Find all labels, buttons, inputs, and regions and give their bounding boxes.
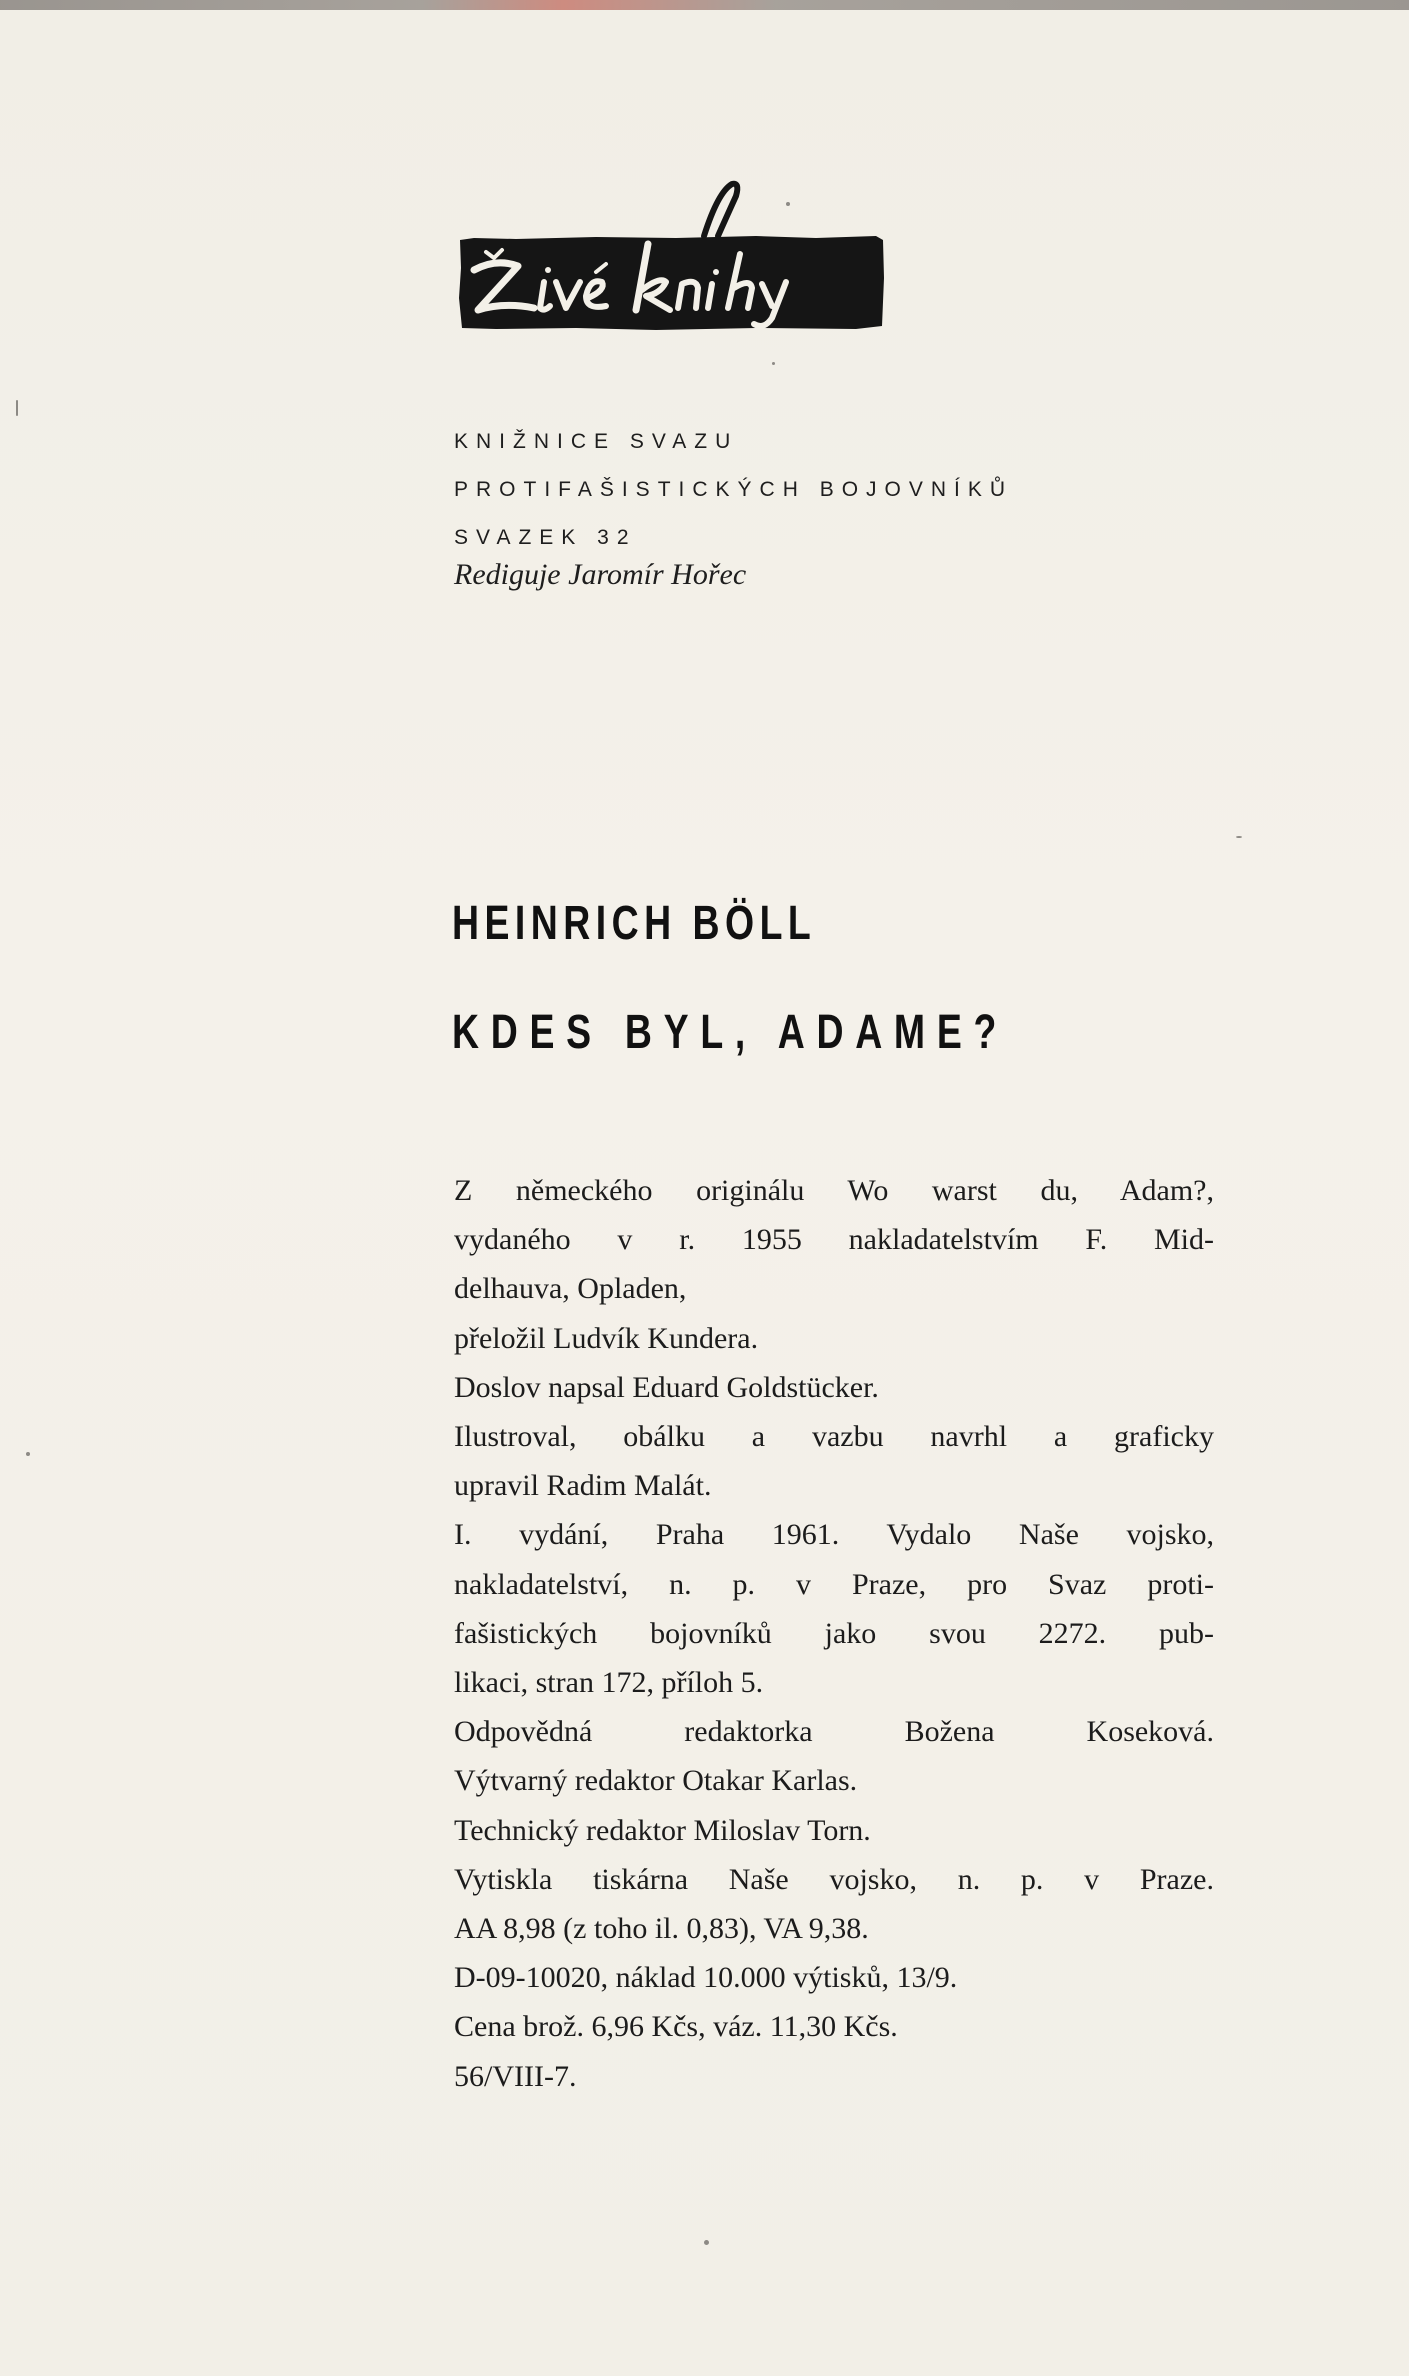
series-block bbox=[454, 418, 1013, 562]
colophon-line: upravil Radim Malát. bbox=[454, 1469, 712, 1503]
colophon-line: Vytiskla tiskárna Naše vojsko, n. p. v Praze. bbox=[454, 1862, 1214, 1896]
paper-speck bbox=[26, 1452, 30, 1456]
book-author: HEINRICH BÖLL bbox=[452, 897, 817, 950]
colophon-line: likaci, stran 172, příloh 5. bbox=[454, 1666, 764, 1700]
series-line-association: PROTIFAŠISTICKÝCH BOJOVNÍKŮ bbox=[454, 478, 1014, 501]
colophon-line: přeložil Ludvík Kundera. bbox=[454, 1321, 759, 1355]
series-line-library: KNIŽNICE SVAZU bbox=[454, 430, 739, 453]
colophon-line: Cena brož. 6,96 Kčs, váz. 11,30 Kčs. bbox=[454, 2010, 898, 2044]
colophon bbox=[454, 1166, 1214, 2101]
colophon-line: vydaného v r. 1955 nakladatelstvím F. Mid- bbox=[454, 1223, 1214, 1257]
paper-speck bbox=[772, 362, 775, 365]
colophon-line: Ilustroval, obálku a vazbu navrhl a graficky bbox=[454, 1420, 1214, 1454]
colophon-line: delhauva, Opladen, bbox=[454, 1272, 687, 1306]
colophon-line: Z německého originálu Wo warst du, Adam?, bbox=[454, 1174, 1214, 1207]
colophon-line: I. vydání, Praha 1961. Vydalo Naše vojsko, bbox=[454, 1518, 1214, 1552]
colophon-line: nakladatelství, n. p. v Praze, pro Svaz proti- bbox=[454, 1567, 1214, 1601]
paper-speck bbox=[16, 400, 18, 416]
series-editor: Rediguje Jaromír Hořec bbox=[454, 558, 747, 591]
colophon-line: Výtvarný redaktor Otakar Karlas. bbox=[454, 1764, 858, 1798]
colophon-line: Doslov napsal Eduard Goldstücker. bbox=[454, 1370, 879, 1404]
paper-speck bbox=[704, 2240, 709, 2245]
series-line-volume: SVAZEK 32 bbox=[454, 526, 637, 549]
colophon-line: Odpovědná redaktorka Božena Koseková. bbox=[454, 1715, 1214, 1749]
colophon-line: Technický redaktor Miloslav Torn. bbox=[454, 1813, 871, 1847]
colophon-line: D-09-10020, náklad 10.000 výtisků, 13/9. bbox=[454, 1961, 958, 1995]
colophon-line: fašistických bojovníků jako svou 2272. pub- bbox=[454, 1616, 1214, 1650]
colophon-line: AA 8,98 (z toho il. 0,83), VA 9,38. bbox=[454, 1912, 869, 1946]
paper-speck bbox=[786, 202, 790, 206]
page-top-edge bbox=[0, 0, 1409, 10]
colophon-line: 56/VIII-7. bbox=[454, 2059, 577, 2093]
zive-knihy-logo bbox=[456, 178, 888, 338]
book-title: KDES BYL, ADAME? bbox=[452, 1006, 1009, 1059]
paper-speck bbox=[1236, 836, 1242, 838]
